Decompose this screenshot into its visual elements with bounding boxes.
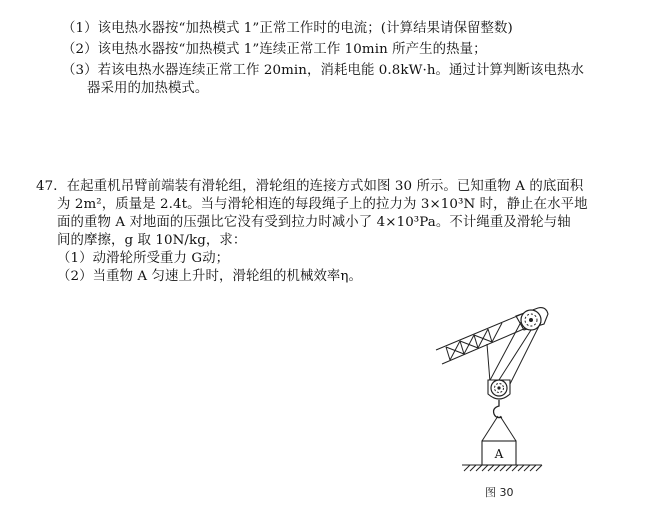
q47-stem-line3: 面的重物 A 对地面的压强比它没有受到拉力时减小了 4×10³Pa。不计绳重及滑轮与轴 xyxy=(57,215,571,230)
q46-part1: （1）该电热水器按“加热模式 1”正常工作时的电流；(计算结果请保留整数) xyxy=(62,21,513,36)
q47-part2: （2）当重物 A 匀速上升时，滑轮组的机械效率η。 xyxy=(57,269,363,284)
ropes xyxy=(487,322,541,384)
q46-part2: （2）该电热水器按“加热模式 1”连续正常工作 10min 所产生的热量； xyxy=(62,42,487,57)
object-a-label: A xyxy=(494,447,504,461)
figure-caption: 图 30 xyxy=(485,486,514,499)
q46-part3-line2: 器采用的加热模式。 xyxy=(87,81,209,96)
q47-stem-line4: 间的摩擦，g 取 10N/kg，求： xyxy=(57,233,247,248)
movable-pulley xyxy=(488,380,510,418)
q47-part1: （1）动滑轮所受重力 G动； xyxy=(57,251,230,266)
ground xyxy=(462,465,542,471)
pulley-crane-figure xyxy=(430,300,570,480)
q46-part3-line1: （3）若该电热水器连续正常工作 20min，消耗电能 0.8kW·h。通过计算判断该电热水 xyxy=(62,63,584,78)
q47-stem-line2: 为 2m²，质量是 2.4t。当与滑轮相连的每段绳子上的拉力为 3×10³N 时，静止在水平地 xyxy=(57,197,588,212)
slings xyxy=(482,416,516,441)
q47-stem-line1: 47．在起重机吊臂前端装有滑轮组，滑轮组的连接方式如图 30 所示。已知重物 A 的底面积 xyxy=(36,179,584,194)
